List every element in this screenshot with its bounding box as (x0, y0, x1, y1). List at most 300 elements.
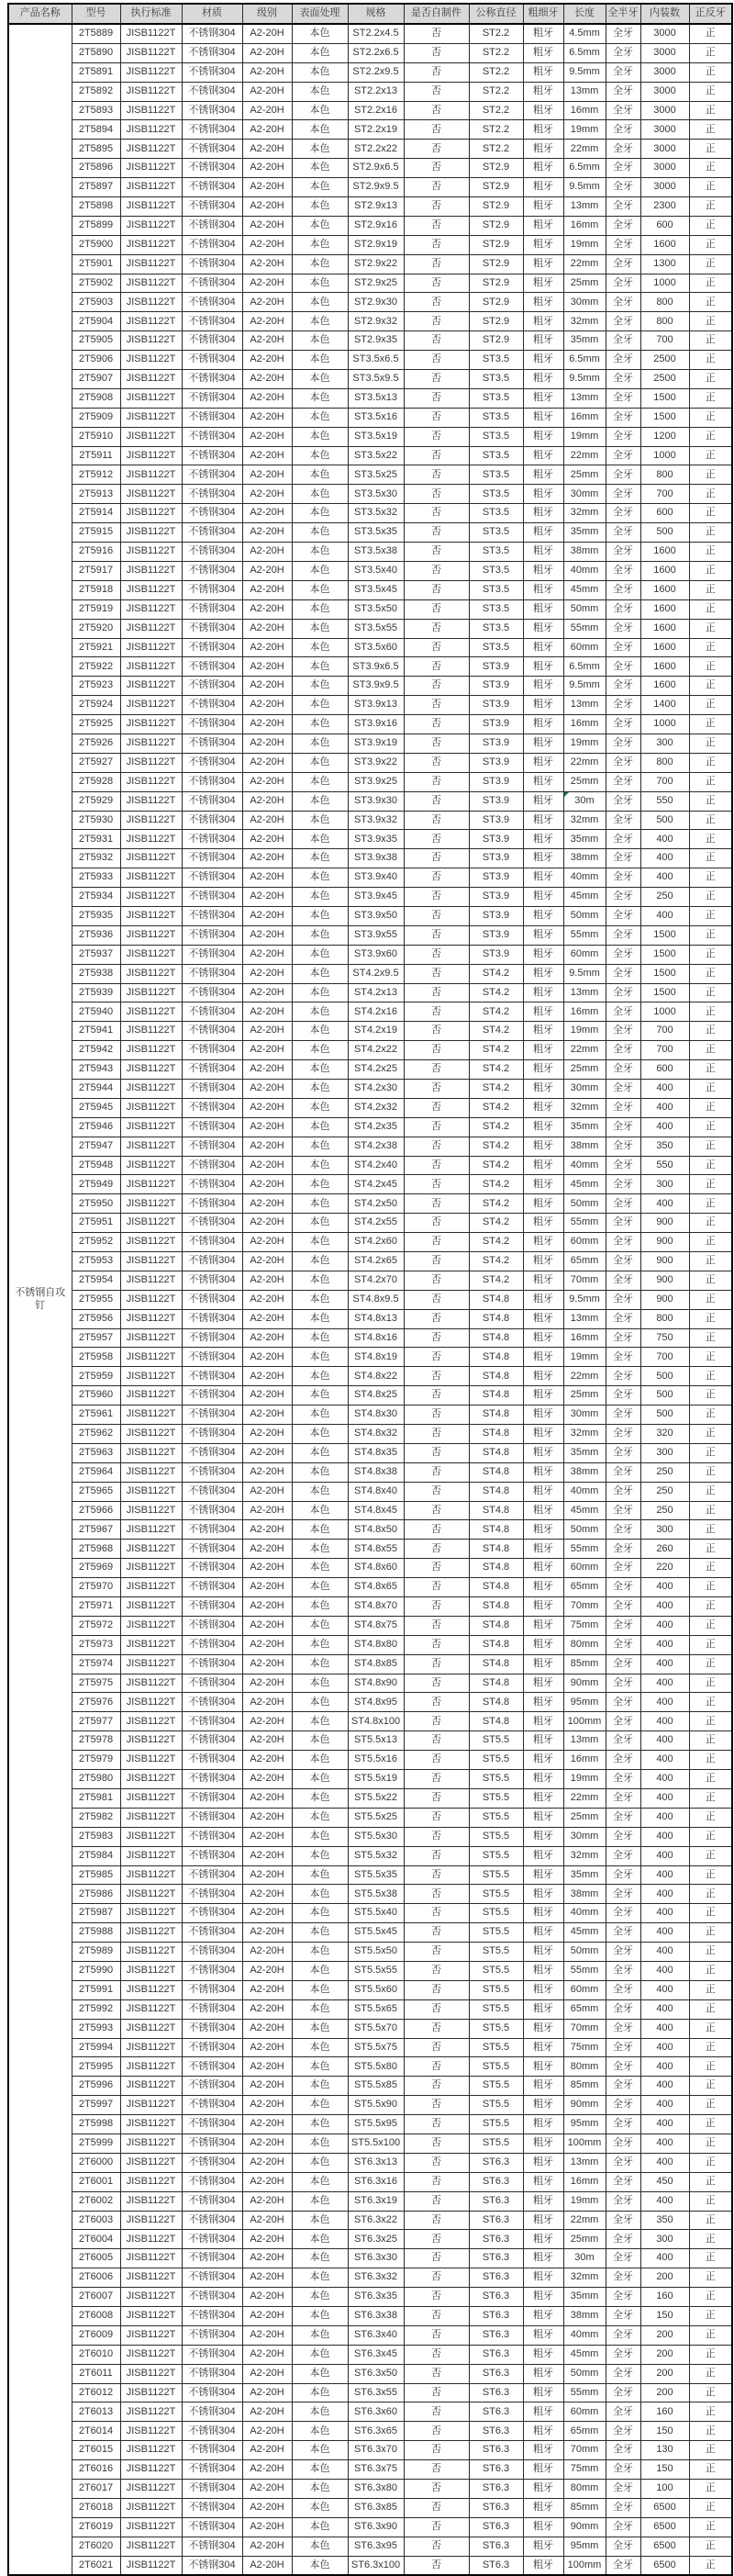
cell-model: 2T5932 (72, 849, 120, 868)
table-row (8, 715, 732, 734)
cell-finish: 本色 (292, 849, 348, 868)
cell-model: 2T5962 (72, 1425, 120, 1444)
cell-spec: ST5.5x50 (348, 1943, 404, 1962)
cell-direction: 正 (689, 235, 732, 254)
cell-thread-length: 全牙 (606, 485, 640, 504)
cell-standard: JISB1122T (120, 140, 182, 159)
cell-grade: A2-20H (242, 2115, 292, 2134)
table-row (8, 1406, 732, 1425)
cell-pack-qty: 1600 (640, 657, 689, 677)
cell-thread-length: 全牙 (606, 351, 640, 370)
cell-thread-length: 全牙 (606, 1961, 640, 1980)
cell-grade: A2-20H (242, 1999, 292, 2019)
cell-spec: ST4.2x55 (348, 1214, 404, 1233)
cell-direction: 正 (689, 983, 732, 1002)
cell-diameter: ST4.8 (469, 1654, 523, 1674)
cell-self-made: 否 (404, 2249, 469, 2268)
table-row (8, 580, 732, 599)
cell-pack-qty: 700 (640, 1348, 689, 1367)
cell-self-made: 否 (404, 1578, 469, 1597)
cell-diameter: ST5.5 (469, 2057, 523, 2077)
cell-model: 2T6012 (72, 2383, 120, 2402)
cell-thread-length: 全牙 (606, 1194, 640, 1214)
cell-thread-length: 全牙 (606, 1137, 640, 1156)
cell-standard: JISB1122T (120, 1290, 182, 1309)
cell-spec: ST4.2x70 (348, 1271, 404, 1290)
cell-pack-qty: 500 (640, 1386, 689, 1406)
cell-grade: A2-20H (242, 580, 292, 599)
cell-spec: ST6.3x65 (348, 2422, 404, 2441)
cell-thread-type: 粗牙 (523, 1041, 563, 1060)
cell-thread-type: 粗牙 (523, 753, 563, 772)
cell-material: 不锈钢304 (182, 1654, 242, 1674)
cell-direction: 正 (689, 178, 732, 197)
cell-diameter: ST3.5 (469, 638, 523, 657)
cell-grade: A2-20H (242, 274, 292, 293)
cell-finish: 本色 (292, 1616, 348, 1635)
cell-self-made: 否 (404, 1290, 469, 1309)
table-row (8, 351, 732, 370)
cell-direction: 正 (689, 216, 732, 235)
cell-pack-qty: 150 (640, 2460, 689, 2480)
cell-length: 50mm (563, 1943, 606, 1962)
table-row (8, 906, 732, 925)
cell-self-made: 否 (404, 1022, 469, 1041)
cell-thread-length: 全牙 (606, 2345, 640, 2364)
cell-finish: 本色 (292, 1865, 348, 1885)
cell-spec: ST4.2x35 (348, 1117, 404, 1137)
cell-diameter: ST2.9 (469, 159, 523, 178)
cell-self-made: 否 (404, 983, 469, 1002)
cell-length: 6.5mm (563, 351, 606, 370)
cell-length: 50mm (563, 1194, 606, 1214)
cell-self-made: 否 (404, 504, 469, 523)
cell-thread-type: 粗牙 (523, 734, 563, 753)
cell-length: 35mm (563, 331, 606, 351)
cell-pack-qty: 400 (640, 2134, 689, 2153)
cell-length: 19mm (563, 120, 606, 140)
cell-spec: ST4.8x50 (348, 1520, 404, 1540)
cell-direction: 正 (689, 2306, 732, 2325)
cell-model: 2T5960 (72, 1386, 120, 1406)
cell-diameter: ST4.2 (469, 1175, 523, 1194)
cell-model: 2T5933 (72, 868, 120, 888)
cell-length: 55mm (563, 2383, 606, 2402)
cell-grade: A2-20H (242, 2191, 292, 2211)
cell-finish: 本色 (292, 485, 348, 504)
cell-standard: JISB1122T (120, 1271, 182, 1290)
table-row (8, 2517, 732, 2537)
cell-thread-type: 粗牙 (523, 1482, 563, 1501)
cell-finish: 本色 (292, 696, 348, 715)
cell-thread-type: 粗牙 (523, 638, 563, 657)
cell-grade: A2-20H (242, 485, 292, 504)
cell-finish: 本色 (292, 2517, 348, 2537)
cell-model: 2T5896 (72, 159, 120, 178)
table-row (8, 811, 732, 830)
cell-model: 2T5966 (72, 1501, 120, 1520)
cell-diameter: ST2.2 (469, 140, 523, 159)
table-row (8, 2288, 732, 2307)
cell-pack-qty: 400 (640, 1597, 689, 1617)
cell-thread-type: 粗牙 (523, 216, 563, 235)
cell-spec: ST5.5x45 (348, 1923, 404, 1943)
cell-thread-length: 全牙 (606, 370, 640, 389)
cell-thread-length: 全牙 (606, 408, 640, 427)
cell-self-made: 否 (404, 1098, 469, 1117)
cell-length: 25mm (563, 772, 606, 791)
cell-self-made: 否 (404, 408, 469, 427)
cell-spec: ST6.3x19 (348, 2191, 404, 2211)
cell-thread-length: 全牙 (606, 2172, 640, 2191)
cell-pack-qty: 3000 (640, 120, 689, 140)
cell-thread-type: 粗牙 (523, 1904, 563, 1923)
cell-material: 不锈钢304 (182, 2402, 242, 2422)
cell-standard: JISB1122T (120, 1425, 182, 1444)
cell-pack-qty: 400 (640, 1654, 689, 1674)
cell-material: 不锈钢304 (182, 619, 242, 638)
cell-material: 不锈钢304 (182, 2230, 242, 2249)
cell-diameter: ST5.5 (469, 1846, 523, 1865)
cell-model: 2T5897 (72, 178, 120, 197)
cell-finish: 本色 (292, 274, 348, 293)
cell-thread-type: 粗牙 (523, 465, 563, 485)
cell-self-made: 否 (404, 2191, 469, 2211)
cell-standard: JISB1122T (120, 388, 182, 408)
cell-grade: A2-20H (242, 2211, 292, 2230)
cell-thread-length: 全牙 (606, 561, 640, 580)
cell-length: 13mm (563, 983, 606, 1002)
cell-model: 2T5954 (72, 1271, 120, 1290)
cell-length: 32mm (563, 504, 606, 523)
cell-diameter: ST4.2 (469, 983, 523, 1002)
cell-finish: 本色 (292, 1885, 348, 1904)
cell-direction: 正 (689, 2057, 732, 2077)
cell-direction: 正 (689, 2517, 732, 2537)
cell-model: 2T6007 (72, 2288, 120, 2307)
col-header-spec: 规格 (348, 4, 404, 24)
cell-thread-length: 全牙 (606, 2364, 640, 2383)
cell-standard: JISB1122T (120, 274, 182, 293)
cell-material: 不锈钢304 (182, 791, 242, 811)
cell-direction: 正 (689, 2038, 732, 2057)
cell-thread-length: 全牙 (606, 1022, 640, 1041)
cell-grade: A2-20H (242, 2288, 292, 2307)
cell-pack-qty: 400 (640, 906, 689, 925)
table-row (8, 1482, 732, 1501)
cell-thread-length: 全牙 (606, 599, 640, 619)
cell-grade: A2-20H (242, 1406, 292, 1425)
cell-finish: 本色 (292, 1406, 348, 1425)
cell-material: 不锈钢304 (182, 2153, 242, 2172)
cell-thread-length: 全牙 (606, 1462, 640, 1482)
cell-spec: ST6.3x22 (348, 2211, 404, 2230)
cell-thread-type: 粗牙 (523, 1654, 563, 1674)
table-row (8, 293, 732, 312)
cell-spec: ST3.9x60 (348, 945, 404, 964)
cell-diameter: ST4.8 (469, 1520, 523, 1540)
table-row (8, 1846, 732, 1865)
cell-grade: A2-20H (242, 1501, 292, 1520)
cell-thread-type: 粗牙 (523, 2345, 563, 2364)
cell-diameter: ST2.9 (469, 293, 523, 312)
col-header-diameter: 公称直径 (469, 4, 523, 24)
cell-standard: JISB1122T (120, 82, 182, 101)
cell-diameter: ST4.2 (469, 1060, 523, 1080)
cell-spec: ST3.9x19 (348, 734, 404, 753)
cell-grade: A2-20H (242, 2402, 292, 2422)
cell-standard: JISB1122T (120, 1002, 182, 1022)
cell-grade: A2-20H (242, 1865, 292, 1885)
cell-model: 2T6021 (72, 2556, 120, 2575)
cell-thread-length: 全牙 (606, 1482, 640, 1501)
cell-thread-type: 粗牙 (523, 1827, 563, 1846)
cell-material: 不锈钢304 (182, 1827, 242, 1846)
table-row (8, 2057, 732, 2077)
cell-grade: A2-20H (242, 1022, 292, 1041)
cell-grade: A2-20H (242, 599, 292, 619)
cell-thread-type: 粗牙 (523, 1559, 563, 1578)
cell-thread-type: 粗牙 (523, 830, 563, 849)
cell-finish: 本色 (292, 2134, 348, 2153)
cell-model: 2T5938 (72, 964, 120, 983)
cell-thread-length: 全牙 (606, 101, 640, 120)
cell-pack-qty: 220 (640, 1559, 689, 1578)
cell-finish: 本色 (292, 1597, 348, 1617)
cell-thread-length: 全牙 (606, 1712, 640, 1731)
table-row (8, 1425, 732, 1444)
cell-thread-length: 全牙 (606, 197, 640, 217)
cell-self-made: 否 (404, 1406, 469, 1425)
col-header-model: 型号 (72, 4, 120, 24)
cell-length: 85mm (563, 1654, 606, 1674)
col-header-thread-type: 粗细牙 (523, 4, 563, 24)
cell-thread-length: 全牙 (606, 1501, 640, 1520)
cell-self-made: 否 (404, 120, 469, 140)
cell-grade: A2-20H (242, 619, 292, 638)
cell-direction: 正 (689, 715, 732, 734)
cell-direction: 正 (689, 1980, 732, 1999)
table-row (8, 657, 732, 677)
cell-pack-qty: 400 (640, 1770, 689, 1789)
cell-self-made: 否 (404, 2038, 469, 2057)
cell-pack-qty: 400 (640, 1808, 689, 1827)
cell-thread-type: 粗牙 (523, 197, 563, 217)
cell-pack-qty: 1500 (640, 983, 689, 1002)
cell-finish: 本色 (292, 1271, 348, 1290)
cell-material: 不锈钢304 (182, 1923, 242, 1943)
cell-finish: 本色 (292, 2383, 348, 2402)
cell-finish: 本色 (292, 1731, 348, 1751)
cell-diameter: ST5.5 (469, 1770, 523, 1789)
cell-length: 60mm (563, 638, 606, 657)
cell-direction: 正 (689, 1117, 732, 1137)
cell-grade: A2-20H (242, 1156, 292, 1175)
cell-thread-type: 粗牙 (523, 1999, 563, 2019)
cell-grade: A2-20H (242, 2057, 292, 2077)
cell-grade: A2-20H (242, 1540, 292, 1559)
cell-material: 不锈钢304 (182, 2517, 242, 2537)
cell-self-made: 否 (404, 1328, 469, 1348)
cell-finish: 本色 (292, 1328, 348, 1348)
cell-thread-type: 粗牙 (523, 485, 563, 504)
cell-self-made: 否 (404, 1175, 469, 1194)
col-header-finish: 表面处理 (292, 4, 348, 24)
cell-material: 不锈钢304 (182, 485, 242, 504)
cell-material: 不锈钢304 (182, 388, 242, 408)
cell-diameter: ST6.3 (469, 2402, 523, 2422)
cell-length: 70mm (563, 1271, 606, 1290)
cell-material: 不锈钢304 (182, 2383, 242, 2402)
cell-pack-qty: 1600 (640, 599, 689, 619)
cell-thread-type: 粗牙 (523, 2153, 563, 2172)
cell-standard: JISB1122T (120, 1943, 182, 1962)
cell-grade: A2-20H (242, 849, 292, 868)
cell-direction: 正 (689, 351, 732, 370)
cell-thread-length: 全牙 (606, 82, 640, 101)
cell-model: 2T5920 (72, 619, 120, 638)
cell-grade: A2-20H (242, 523, 292, 543)
cell-direction: 正 (689, 1098, 732, 1117)
cell-thread-type: 粗牙 (523, 1846, 563, 1865)
cell-spec: ST3.5x38 (348, 543, 404, 562)
cell-standard: JISB1122T (120, 2211, 182, 2230)
cell-model: 2T5997 (72, 2096, 120, 2115)
cell-model: 2T6015 (72, 2441, 120, 2460)
cell-finish: 本色 (292, 1348, 348, 1367)
cell-thread-length: 全牙 (606, 1674, 640, 1693)
cell-grade: A2-20H (242, 120, 292, 140)
cell-thread-type: 粗牙 (523, 2537, 563, 2556)
cell-standard: JISB1122T (120, 1827, 182, 1846)
col-header-thread-length: 全半牙 (606, 4, 640, 24)
cell-material: 不锈钢304 (182, 2537, 242, 2556)
table-row (8, 868, 732, 888)
cell-spec: ST4.2x60 (348, 1233, 404, 1252)
cell-grade: A2-20H (242, 2230, 292, 2249)
cell-material: 不锈钢304 (182, 1117, 242, 1137)
cell-model: 2T6019 (72, 2517, 120, 2537)
cell-length: 32mm (563, 1098, 606, 1117)
cell-model: 2T5893 (72, 101, 120, 120)
cell-grade: A2-20H (242, 1961, 292, 1980)
cell-diameter: ST2.2 (469, 24, 523, 43)
table-row (8, 2134, 732, 2153)
cell-self-made: 否 (404, 964, 469, 983)
cell-direction: 正 (689, 388, 732, 408)
cell-finish: 本色 (292, 2057, 348, 2077)
table-row (8, 1751, 732, 1770)
cell-finish: 本色 (292, 1309, 348, 1328)
cell-self-made: 否 (404, 427, 469, 446)
cell-self-made: 否 (404, 1808, 469, 1827)
cell-diameter: ST3.5 (469, 446, 523, 465)
cell-material: 不锈钢304 (182, 696, 242, 715)
cell-spec: ST3.5x25 (348, 465, 404, 485)
cell-length: 32mm (563, 1425, 606, 1444)
cell-finish: 本色 (292, 1961, 348, 1980)
cell-length: 30mm (563, 1406, 606, 1425)
table-row (8, 2211, 732, 2230)
cell-self-made: 否 (404, 657, 469, 677)
cell-thread-type: 粗牙 (523, 24, 563, 43)
cell-grade: A2-20H (242, 159, 292, 178)
cell-grade: A2-20H (242, 427, 292, 446)
cell-material: 不锈钢304 (182, 2288, 242, 2307)
cell-spec: ST3.5x55 (348, 619, 404, 638)
cell-standard: JISB1122T (120, 1041, 182, 1060)
cell-finish: 本色 (292, 906, 348, 925)
cell-standard: JISB1122T (120, 599, 182, 619)
cell-thread-length: 全牙 (606, 2383, 640, 2402)
cell-pack-qty: 800 (640, 312, 689, 331)
cell-spec: ST5.5x32 (348, 1846, 404, 1865)
cell-length: 70mm (563, 1597, 606, 1617)
cell-spec: ST6.3x50 (348, 2364, 404, 2383)
cell-finish: 本色 (292, 2038, 348, 2057)
cell-standard: JISB1122T (120, 1406, 182, 1425)
cell-length: 9.5mm (563, 62, 606, 82)
cell-spec: ST6.3x30 (348, 2249, 404, 2268)
cell-model: 2T5907 (72, 370, 120, 389)
cell-model: 2T5923 (72, 677, 120, 696)
cell-pack-qty: 900 (640, 1290, 689, 1309)
cell-material: 不锈钢304 (182, 2306, 242, 2325)
cell-thread-length: 全牙 (606, 1175, 640, 1194)
cell-pack-qty: 3000 (640, 140, 689, 159)
cell-diameter: ST6.3 (469, 2460, 523, 2480)
table-row (8, 925, 732, 945)
cell-pack-qty: 400 (640, 1943, 689, 1962)
cell-thread-type: 粗牙 (523, 945, 563, 964)
cell-thread-length: 全牙 (606, 2096, 640, 2115)
cell-spec: ST3.5x30 (348, 485, 404, 504)
cell-finish: 本色 (292, 24, 348, 43)
cell-spec: ST3.5x13 (348, 388, 404, 408)
cell-grade: A2-20H (242, 1386, 292, 1406)
cell-standard: JISB1122T (120, 101, 182, 120)
cell-thread-type: 粗牙 (523, 1578, 563, 1597)
table-row (8, 1443, 732, 1462)
cell-length: 22mm (563, 1041, 606, 1060)
cell-grade: A2-20H (242, 1693, 292, 1712)
cell-self-made: 否 (404, 2556, 469, 2575)
cell-diameter: ST3.5 (469, 388, 523, 408)
cell-spec: ST3.9x32 (348, 811, 404, 830)
cell-grade: A2-20H (242, 1309, 292, 1328)
cell-length: 22mm (563, 1367, 606, 1386)
cell-material: 不锈钢304 (182, 1386, 242, 1406)
cell-diameter: ST4.2 (469, 1098, 523, 1117)
cell-direction: 正 (689, 120, 732, 140)
table-row (8, 2230, 732, 2249)
cell-model: 2T5979 (72, 1751, 120, 1770)
cell-thread-length: 全牙 (606, 2038, 640, 2057)
cell-standard: JISB1122T (120, 2019, 182, 2038)
cell-thread-length: 全牙 (606, 964, 640, 983)
cell-standard: JISB1122T (120, 543, 182, 562)
cell-finish: 本色 (292, 983, 348, 1002)
cell-direction: 正 (689, 1808, 732, 1827)
cell-pack-qty: 800 (640, 293, 689, 312)
cell-diameter: ST4.8 (469, 1482, 523, 1501)
cell-direction: 正 (689, 2537, 732, 2556)
cell-direction: 正 (689, 1271, 732, 1290)
cell-model: 2T5915 (72, 523, 120, 543)
cell-direction: 正 (689, 1904, 732, 1923)
cell-self-made: 否 (404, 543, 469, 562)
cell-self-made: 否 (404, 24, 469, 43)
